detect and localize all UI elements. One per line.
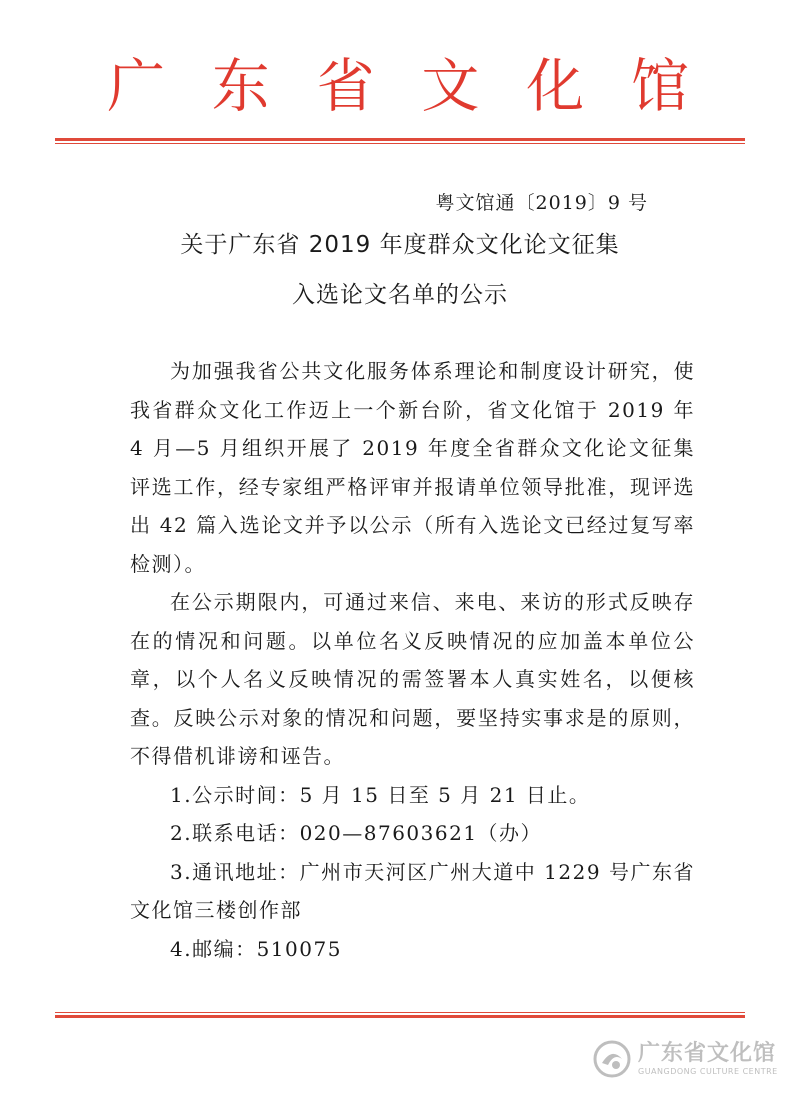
- info-item-time: 1.公示时间：5 月 15 日至 5 月 21 日止。: [170, 782, 591, 807]
- document-title-line2: 入选论文名单的公示: [292, 282, 508, 308]
- letterhead-char: 广: [106, 52, 165, 120]
- divider-thin-line: [55, 143, 745, 144]
- document-body: [130, 352, 695, 968]
- divider-thin-line: [55, 1012, 745, 1013]
- letterhead-char: 东: [211, 52, 270, 120]
- body-paragraph: 在公示期限内，可通过来信、来电、来访的形式反映存在的情况和问题。以单位名义反映情况的应加盖本单位公章，以个人名义反映情况的需签署本人真实姓名，以便核查。反映公示对象的情况和问题，要坚持实事求是的原则，不得借机诽谤和诬告。: [130, 590, 695, 768]
- watermark: [592, 1030, 797, 1088]
- letterhead-char: 化: [526, 52, 585, 120]
- body-paragraph: 为加强我省公共文化服务体系理论和制度设计研究，使我省群众文化工作迈上一个新台阶，省文化馆于 2019 年 4 月—5 月组织开展了 2019 年度全省群众文化论文征集评选工作，经专家组严格评审并报请单位领导批准，现评选出 42 篇入选论文并予以公示（所有入选论文已经过复写率检测）。: [130, 359, 695, 576]
- document-number: 粤文馆通〔2019〕9 号: [435, 192, 648, 214]
- letterhead-char: 省: [316, 52, 375, 120]
- watermark-name-en: GUANGDONG CULTURE CENTRE: [638, 1067, 778, 1076]
- footer-divider: [55, 1012, 745, 1018]
- watermark-text: [638, 1041, 778, 1077]
- info-item-address: 3.通讯地址：广州市天河区广州大道中 1229 号广东省文化馆三楼创作部: [130, 859, 695, 922]
- letterhead-char: 馆: [630, 52, 689, 120]
- watermark-name-cn: 广东省文化馆: [638, 1041, 777, 1066]
- divider-thick-line: [55, 1015, 745, 1018]
- letterhead-title: [98, 48, 698, 124]
- letterhead-char: 文: [421, 52, 480, 120]
- culture-centre-logo-icon: [592, 1039, 632, 1079]
- document-title-line1: 关于广东省 2019 年度群众文化论文征集: [180, 232, 620, 258]
- letterhead-divider: [55, 138, 745, 144]
- info-item-postcode: 4.邮编：510075: [170, 936, 342, 961]
- divider-thick-line: [55, 138, 745, 141]
- info-item-phone: 2.联系电话：020—87603621（办）: [170, 821, 543, 845]
